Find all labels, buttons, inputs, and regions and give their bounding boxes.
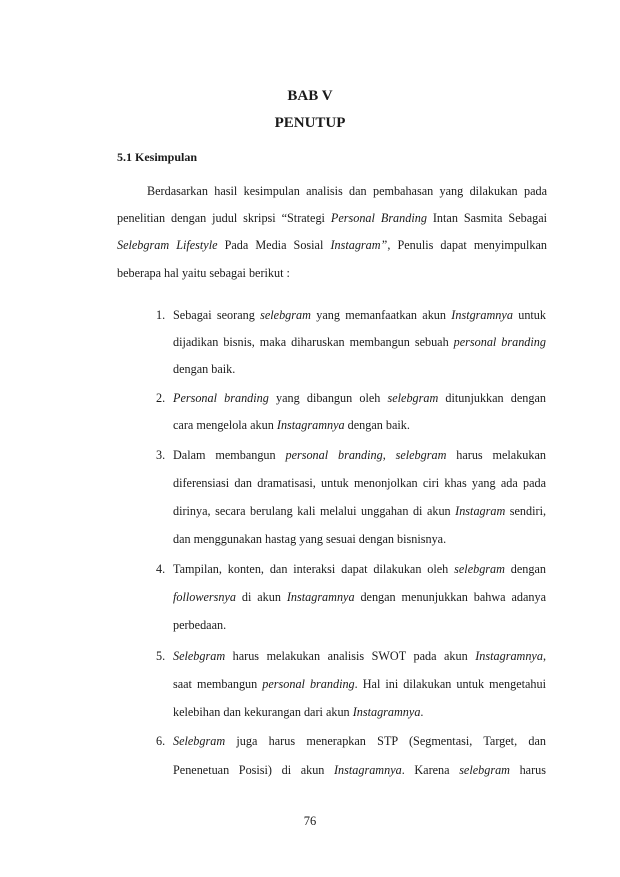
list-item-line: Personal branding yang dibangun oleh selebgram ditunjukkan dengan	[173, 391, 546, 405]
list-item-line: Dalam membangun personal branding, selebgram harus melakukan	[173, 448, 546, 462]
list-item-line: diferensiasi dan dramatisasi, untuk menonjolkan ciri khas yang ada pada	[173, 476, 546, 490]
chapter-number: BAB V	[287, 88, 333, 104]
list-item-line: cara mengelola akun Instagramnya dengan baik.	[173, 418, 410, 432]
list-item-number: 1.	[156, 308, 166, 322]
intro-line-2: penelitian dengan judul skripsi “Strategi Personal Branding Intan Sasmita Sebagai	[117, 211, 547, 225]
section-heading: 5.1 Kesimpulan	[117, 150, 198, 164]
list-item-line: Penenetuan Posisi) di akun Instagramnya. Karena selebgram harus	[173, 763, 546, 777]
list-item-number: 6.	[156, 734, 166, 748]
list-item-number: 5.	[156, 649, 166, 663]
list-item-line: dan menggunakan hastag yang sesuai dengan bisnisnya.	[173, 532, 447, 546]
intro-line-1: Berdasarkan hasil kesimpulan analisis dan pembahasan yang dilakukan pada	[147, 184, 547, 198]
list-item-line: dijadikan bisnis, maka diharuskan membangun sebuah personal branding	[173, 335, 546, 349]
intro-line-4: beberapa hal yaitu sebagai berikut :	[117, 266, 290, 280]
chapter-title: PENUTUP	[274, 115, 346, 131]
list-item-line: saat membangun personal branding. Hal ini dilakukan untuk mengetahui	[173, 677, 546, 691]
list-item-line: dengan baik.	[173, 362, 236, 376]
list-item-line: perbedaan.	[173, 618, 227, 632]
list-item-line: Tampilan, konten, dan interaksi dapat dilakukan oleh selebgram dengan	[173, 562, 546, 576]
list-item-number: 3.	[156, 448, 166, 462]
list-item-line: Sebagai seorang selebgram yang memanfaatkan akun Instgramnya untuk	[173, 308, 546, 322]
list-item-line: kelebihan dan kekurangan dari akun Instagramnya.	[173, 705, 424, 719]
list-item-line: dirinya, secara berulang kali melalui unggahan di akun Instagram sendiri,	[173, 504, 546, 518]
list-item-line: Selebgram harus melakukan analisis SWOT pada akun Instagramnya,	[173, 649, 546, 663]
list-item-number: 4.	[156, 562, 166, 576]
page-number: 76	[303, 814, 317, 828]
intro-line-3: Selebgram Lifestyle Pada Media Sosial Instagram”, Penulis dapat menyimpulkan	[117, 238, 547, 252]
list-item-line: followersnya di akun Instagramnya dengan menunjukkan bahwa adanya	[173, 590, 547, 604]
list-item-line: Selebgram juga harus menerapkan STP (Segmentasi, Target, dan	[173, 734, 546, 748]
list-item-number: 2.	[156, 391, 166, 405]
